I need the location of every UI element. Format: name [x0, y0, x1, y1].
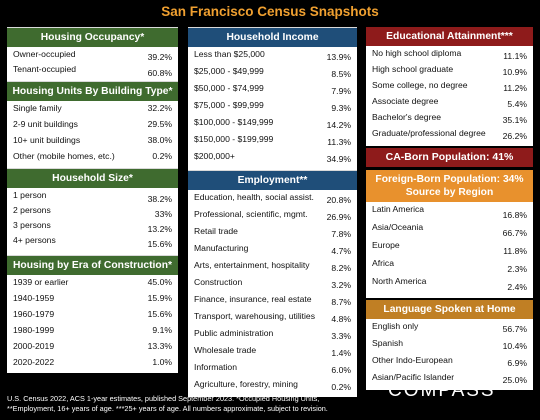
row-label: Asian/Pacific Islander	[372, 372, 455, 382]
row-label: Other (mobile homes, etc.)	[13, 151, 115, 161]
household-size-header: Household Size*	[7, 168, 178, 188]
row-value: 8.7%	[331, 297, 351, 307]
table-row	[372, 96, 527, 112]
right-column	[366, 27, 533, 390]
row-value: 0.2%	[331, 382, 351, 392]
row-label: $200,000+	[194, 151, 235, 161]
housing-occupancy-header: Housing Occupancy*	[7, 27, 178, 47]
table-row	[372, 48, 527, 64]
row-value: 34.9%	[326, 154, 351, 164]
row-value: 11.1%	[503, 51, 527, 61]
row-label: Latin America	[372, 204, 425, 214]
row-label: Finance, insurance, real estate	[194, 294, 312, 304]
table-row	[13, 341, 172, 357]
row-value: 1.0%	[152, 357, 172, 367]
middle-column	[188, 27, 357, 397]
table-row	[372, 240, 527, 258]
row-value: 13.9%	[326, 52, 351, 62]
row-value: 6.0%	[331, 365, 351, 375]
household-size-panel	[7, 188, 178, 255]
table-row	[194, 277, 351, 294]
row-label: Spanish	[372, 338, 404, 348]
row-value: 11.8%	[503, 246, 527, 256]
table-row	[194, 345, 351, 362]
row-label: 2 persons	[13, 205, 51, 215]
table-row	[194, 260, 351, 277]
row-label: Some college, no degree	[372, 80, 468, 90]
household-income-panel	[188, 47, 357, 170]
table-row	[194, 100, 351, 117]
row-value: 60.8%	[147, 68, 172, 78]
row-value: 56.7%	[502, 324, 527, 334]
row-label: Africa	[372, 258, 394, 268]
row-label: Manufacturing	[194, 243, 249, 253]
housing-occupancy-panel	[7, 47, 178, 81]
row-label: $25,000 - $49,999	[194, 66, 264, 76]
row-label: English only	[372, 321, 419, 331]
table-row	[372, 80, 527, 96]
table-row	[372, 321, 527, 338]
table-row	[372, 355, 527, 372]
row-value: 10.4%	[502, 341, 527, 351]
row-value: 29.5%	[147, 119, 172, 129]
table-row	[194, 362, 351, 379]
table-row	[13, 293, 172, 309]
table-row	[372, 222, 527, 240]
row-label: Asia/Oceania	[372, 222, 424, 232]
row-value: 6.9%	[507, 358, 527, 368]
table-row	[13, 357, 172, 370]
row-label: Professional, scientific, mgmt.	[194, 209, 308, 219]
row-label: Public administration	[194, 328, 274, 338]
employment-panel	[188, 190, 357, 397]
page-title: San Francisco Census Snapshots	[161, 4, 379, 19]
table-row	[13, 49, 172, 63]
row-value: 4.7%	[331, 246, 351, 256]
table-row	[13, 325, 172, 341]
education-panel	[366, 46, 533, 146]
language-header: Language Spoken at Home	[366, 300, 533, 319]
row-label: No high school diploma	[372, 48, 462, 58]
household-income-header: Household Income	[188, 27, 357, 47]
table-row	[194, 379, 351, 394]
row-label: 2020-2022	[13, 357, 55, 367]
row-value: 15.6%	[147, 239, 172, 249]
row-value: 66.7%	[502, 228, 527, 238]
table-row	[194, 226, 351, 243]
row-value: 7.9%	[331, 86, 351, 96]
row-value: 3.2%	[331, 280, 351, 290]
row-value: 32.2%	[147, 103, 172, 113]
row-value: 2.3%	[507, 264, 527, 274]
table-row	[194, 151, 351, 167]
row-value: 20.8%	[326, 195, 351, 205]
table-row	[194, 192, 351, 209]
row-label: Associate degree	[372, 96, 439, 106]
row-value: 38.0%	[147, 135, 172, 145]
table-row	[372, 64, 527, 80]
table-row	[372, 276, 527, 295]
table-row	[372, 128, 527, 143]
row-value: 13.3%	[147, 341, 172, 351]
row-label: 1 person	[13, 190, 47, 200]
foreign-born-panel	[366, 202, 533, 298]
table-row	[13, 277, 172, 293]
row-label: Construction	[194, 277, 243, 287]
education-header: Educational Attainment***	[366, 27, 533, 46]
row-label: Less than $25,000	[194, 49, 265, 59]
row-label: 1940-1959	[13, 293, 55, 303]
table-row	[194, 294, 351, 311]
row-value: 10.9%	[502, 67, 527, 77]
row-value: 15.6%	[147, 309, 172, 319]
era-construction-header: Housing by Era of Construction*	[7, 255, 178, 275]
row-label: Transport, warehousing, utilities	[194, 311, 316, 321]
row-label: Graduate/professional degree	[372, 128, 486, 138]
row-value: 5.4%	[507, 99, 527, 109]
row-value: 11.2%	[503, 83, 527, 93]
row-value: 9.3%	[331, 103, 351, 113]
row-value: 16.8%	[502, 210, 527, 220]
table-row	[194, 66, 351, 83]
row-value: 4.8%	[331, 314, 351, 324]
table-row	[194, 117, 351, 134]
table-row	[13, 119, 172, 135]
table-row	[194, 328, 351, 345]
row-label: North America	[372, 276, 427, 286]
row-label: $100,000 - $149,999	[194, 117, 274, 127]
row-label: $50,000 - $74,999	[194, 83, 264, 93]
row-label: Education, health, social assist.	[194, 192, 314, 202]
table-row	[194, 49, 351, 66]
ca-born-header: CA-Born Population: 41%	[366, 148, 533, 167]
row-value: 13.2%	[147, 224, 172, 234]
foreign-born-header: Foreign-Born Population: 34% Source by Region	[366, 170, 533, 202]
row-label: 2000-2019	[13, 341, 55, 351]
row-value: 7.8%	[331, 229, 351, 239]
row-value: 35.1%	[502, 115, 527, 125]
row-value: 1.4%	[331, 348, 351, 358]
table-row	[372, 258, 527, 276]
row-value: 8.5%	[331, 69, 351, 79]
table-row	[13, 190, 172, 205]
row-label: Single family	[13, 103, 62, 113]
left-column	[7, 27, 178, 373]
row-value: 38.2%	[147, 194, 172, 204]
footer-line: U.S. Census 2022, ACS 1-year estimates, published September 2023. *Occupied Housing Units,	[7, 394, 320, 403]
row-value: 0.2%	[152, 151, 172, 161]
table-row	[13, 63, 172, 78]
row-value: 2.4%	[507, 282, 527, 292]
employment-header: Employment**	[188, 170, 357, 190]
table-row	[13, 220, 172, 235]
table-row	[194, 134, 351, 151]
row-value: 3.3%	[331, 331, 351, 341]
row-value: 33%	[154, 209, 172, 219]
row-value: 26.2%	[502, 131, 527, 141]
table-row	[372, 112, 527, 128]
table-row	[13, 235, 172, 252]
table-row	[372, 338, 527, 355]
row-label: 4+ persons	[13, 235, 56, 245]
row-value: 8.2%	[331, 263, 351, 273]
table-row	[13, 151, 172, 165]
table-row	[13, 205, 172, 220]
compass-logo: COMPASS	[388, 380, 496, 401]
row-value: 26.9%	[326, 212, 351, 222]
footer-line: **Employment, 16+ years of age. ***25+ years of age. All numbers approximate, subject to revision.	[7, 404, 328, 413]
housing-units-header: Housing Units By Building Type*	[7, 81, 178, 101]
row-label: 1960-1979	[13, 309, 55, 319]
row-label: Europe	[372, 240, 400, 250]
table-row	[194, 209, 351, 226]
table-row	[372, 204, 527, 222]
table-row	[194, 311, 351, 328]
footer-note	[7, 394, 347, 414]
row-value: 14.2%	[326, 120, 351, 130]
row-label: 3 persons	[13, 220, 51, 230]
housing-units-panel	[7, 101, 178, 168]
row-value: 45.0%	[147, 277, 172, 287]
row-label: 1939 or earlier	[13, 277, 69, 287]
row-label: $150,000 - $199,999	[194, 134, 274, 144]
row-label: Owner-occupied	[13, 49, 76, 59]
row-label: 1980-1999	[13, 325, 55, 335]
row-value: 15.9%	[147, 293, 172, 303]
row-value: 39.2%	[147, 52, 172, 62]
row-label: Information	[194, 362, 237, 372]
table-row	[13, 309, 172, 325]
row-value: 11.3%	[327, 137, 351, 147]
table-row	[13, 135, 172, 151]
row-label: Agriculture, forestry, mining	[194, 379, 298, 389]
row-label: $75,000 - $99,999	[194, 100, 264, 110]
row-label: Arts, entertainment, hospitality	[194, 260, 310, 270]
row-value: 25.0%	[502, 375, 527, 385]
row-label: Retail trade	[194, 226, 238, 236]
row-label: 2-9 unit buildings	[13, 119, 78, 129]
table-row	[194, 83, 351, 100]
table-row	[194, 243, 351, 260]
row-label: Wholesale trade	[194, 345, 257, 355]
row-label: Tenant-occupied	[13, 64, 77, 74]
row-label: 10+ unit buildings	[13, 135, 81, 145]
row-label: Other Indo-European	[372, 355, 453, 365]
row-label: High school graduate	[372, 64, 454, 74]
table-row	[13, 103, 172, 119]
era-construction-panel	[7, 275, 178, 373]
row-value: 9.1%	[152, 325, 172, 335]
row-label: Bachelor's degree	[372, 112, 442, 122]
